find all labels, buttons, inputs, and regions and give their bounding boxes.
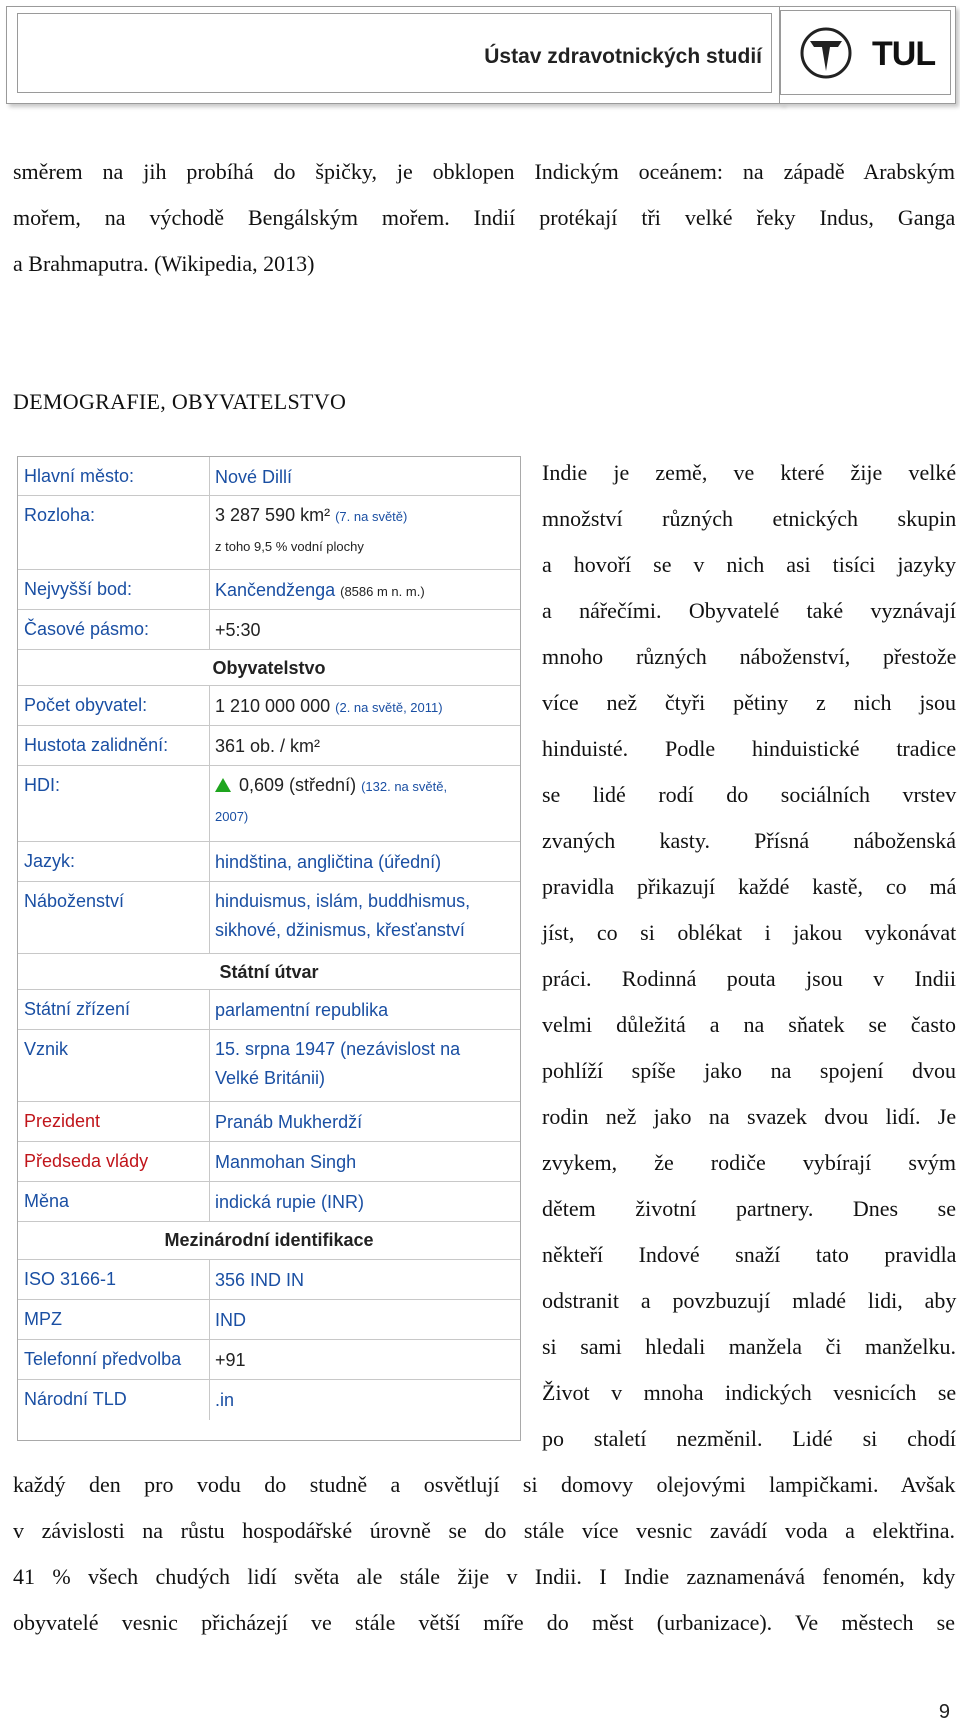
infobox-row-phone: [18, 1339, 520, 1380]
infobox-row-language: [18, 841, 520, 882]
text-line: pohlíží spíše jako na spojení dvou: [542, 1058, 956, 1083]
side-paragraph: [542, 450, 956, 1462]
infobox-row-density: [18, 725, 520, 766]
timezone-value: +5:30: [215, 620, 261, 640]
infobox-row-hdi: [18, 765, 520, 842]
phone-value: +91: [215, 1350, 246, 1370]
text-line: a nářečími. Obyvatelé také vyznávají: [542, 598, 956, 623]
triangle-up-icon: [215, 778, 231, 792]
hdi-label[interactable]: HDI:: [24, 775, 60, 795]
text-line: v závislosti na růstu hospodářské úrovně se do stále více vesnic zavádí voda a elektřina.: [13, 1518, 955, 1543]
infobox-row-pm: [18, 1141, 520, 1182]
text-line: jíst, co si oblékat i jakou vykonávat: [542, 920, 957, 945]
intro-paragraph: [13, 149, 955, 287]
infobox-row-mpz: [18, 1299, 520, 1340]
timezone-label[interactable]: Časové pásmo:: [24, 619, 150, 639]
text-line: mořem, na východě Bengálským mořem. Indií protékají tři velké řeky Indus, Ganga: [13, 205, 956, 230]
language-value[interactable]: hindština, angličtina (úřední): [215, 852, 442, 872]
institute-name: Ústav zdravotnických studií: [484, 45, 762, 68]
area-value: 3 287 590 km² (7. na světě) z toho 9,5 % vodní plochy: [215, 505, 408, 554]
religion-value: hinduismus, islám, buddhismus, sikhové, džinismus, křesťanství: [215, 891, 471, 940]
population-value: 1 210 000 000 (2. na světě, 2011): [215, 696, 443, 716]
pm-label[interactable]: Předseda vlády: [24, 1151, 149, 1171]
text-line: si sami hledali manžela či manželku.: [542, 1334, 956, 1359]
text-line: Život v mnoha indických vesnicích se: [542, 1380, 957, 1405]
text-line: dětem životní partnery. Dnes se: [542, 1196, 956, 1221]
density-value: 361 ob. / km²: [215, 736, 321, 756]
text-line: rodin než jako na svazek dvou lidí. Je: [542, 1104, 957, 1129]
area-label[interactable]: Rozloha:: [24, 505, 96, 525]
document-header: [6, 6, 783, 104]
currency-label[interactable]: Měna: [24, 1191, 70, 1211]
tul-logo-icon: [800, 27, 852, 79]
text-line: obyvatelé vesnic přicházejí ve stále větší míře do měst (urbanizace). Ve městech se: [13, 1610, 955, 1635]
text-line: 41 % všech chudých lidí světa ale stále žije v Indii. I Indie zaznamenává fenomén, kdy: [13, 1564, 956, 1589]
text-line: a Brahmaputra. (Wikipedia, 2013): [13, 251, 315, 276]
text-line: mnoho různých náboženství, přestože: [542, 644, 957, 669]
text-line: se lidé rodí do sociálních vrstev: [542, 782, 957, 807]
hdi-value: 0,609 (střední) (132. na světě, 2007): [215, 775, 448, 824]
pm-value[interactable]: Manmohan Singh: [215, 1152, 357, 1172]
text-line: směrem na jih probíhá do špičky, je obklopen Indickým oceánem: na západě Arabským: [13, 159, 955, 184]
text-line: množství různých etnických skupin: [542, 506, 957, 531]
text-line: zvaných kasty. Přísná náboženská: [542, 828, 956, 853]
infobox-row-iso: [18, 1259, 520, 1300]
section-population: Obyvatelstvo: [18, 649, 520, 686]
capital-value[interactable]: Nové Dillí: [215, 467, 293, 487]
infobox-row-peak: [18, 569, 520, 610]
origin-label[interactable]: Vznik: [24, 1039, 69, 1059]
text-line: pravidla přikazují každé kastě, co má: [542, 874, 957, 899]
infobox-row-area: [18, 495, 520, 570]
language-label[interactable]: Jazyk:: [24, 851, 76, 871]
logo-box: [779, 6, 956, 104]
text-line: velmi důležitá a na sňatek se často: [542, 1012, 956, 1037]
tld-label[interactable]: Národní TLD: [24, 1389, 127, 1409]
population-label[interactable]: Počet obyvatel:: [24, 695, 148, 715]
text-line: po staletí nezměnil. Lidé si chodí: [542, 1426, 957, 1451]
text-line: více než čtyři pětiny z nich jsou: [542, 690, 956, 715]
capital-label[interactable]: Hlavní město:: [24, 466, 135, 486]
mpz-label[interactable]: MPZ: [24, 1309, 62, 1329]
density-label[interactable]: Hustota zalidnění:: [24, 735, 169, 755]
page-number: 9: [938, 1701, 950, 1723]
text-line: a hovoří se v nich asi tisíci jazyky: [542, 552, 956, 577]
phone-label[interactable]: Telefonní předvolba: [24, 1349, 182, 1369]
infobox-row-capital: [18, 457, 520, 495]
infobox-row-president: [18, 1101, 520, 1142]
president-value[interactable]: Pranáb Mukherdží: [215, 1112, 363, 1132]
section-state: Státní útvar: [18, 953, 520, 990]
text-line: Indie je země, ve které žije velké: [542, 460, 957, 485]
iso-label[interactable]: ISO 3166-1: [24, 1269, 117, 1289]
infobox-row-currency: [18, 1181, 520, 1222]
infobox-row-government: [18, 989, 520, 1030]
infobox-row-religion: [18, 881, 520, 954]
infobox-row-tld: [18, 1379, 520, 1420]
currency-value[interactable]: indická rupie (INR): [215, 1192, 365, 1212]
bottom-paragraph: [13, 1462, 955, 1646]
religion-label[interactable]: Náboženství: [24, 891, 125, 911]
origin-value: 15. srpna 1947 (nezávislost na Velké Británii): [215, 1039, 461, 1088]
india-infobox: [17, 456, 521, 1441]
text-line: zvykem, že rodiče vybírají svým: [542, 1150, 956, 1175]
president-label[interactable]: Prezident: [24, 1111, 101, 1131]
text-line: někteří Indové snaží tato pravidla: [542, 1242, 957, 1267]
logo-text: TUL: [872, 35, 936, 73]
infobox-row-origin: [18, 1029, 520, 1102]
tld-value[interactable]: .in: [215, 1390, 235, 1410]
text-line: hinduisté. Podle hinduistické tradice: [542, 736, 957, 761]
text-line: práci. Rodinná pouta jsou v Indii: [542, 966, 956, 991]
infobox-row-population: [18, 685, 520, 726]
government-value[interactable]: parlamentní republika: [215, 1000, 389, 1020]
iso-value[interactable]: 356 IND IN: [215, 1270, 305, 1290]
government-label[interactable]: Státní zřízení: [24, 999, 131, 1019]
section-intl: Mezinárodní identifikace: [18, 1221, 520, 1260]
text-line: odstranit a povzbuzují mladé lidi, aby: [542, 1288, 957, 1313]
infobox-row-timezone: [18, 609, 520, 650]
peak-value: Kančendženga (8586 m n. m.): [215, 580, 425, 600]
mpz-value[interactable]: IND: [215, 1310, 246, 1330]
text-line: každý den pro vodu do studně a osvětlují si domovy olejovými lampičkami. Avšak: [13, 1472, 956, 1497]
section-heading: DEMOGRAFIE, OBYVATELSTVO: [13, 389, 347, 414]
peak-label[interactable]: Nejvyšší bod:: [24, 579, 133, 599]
